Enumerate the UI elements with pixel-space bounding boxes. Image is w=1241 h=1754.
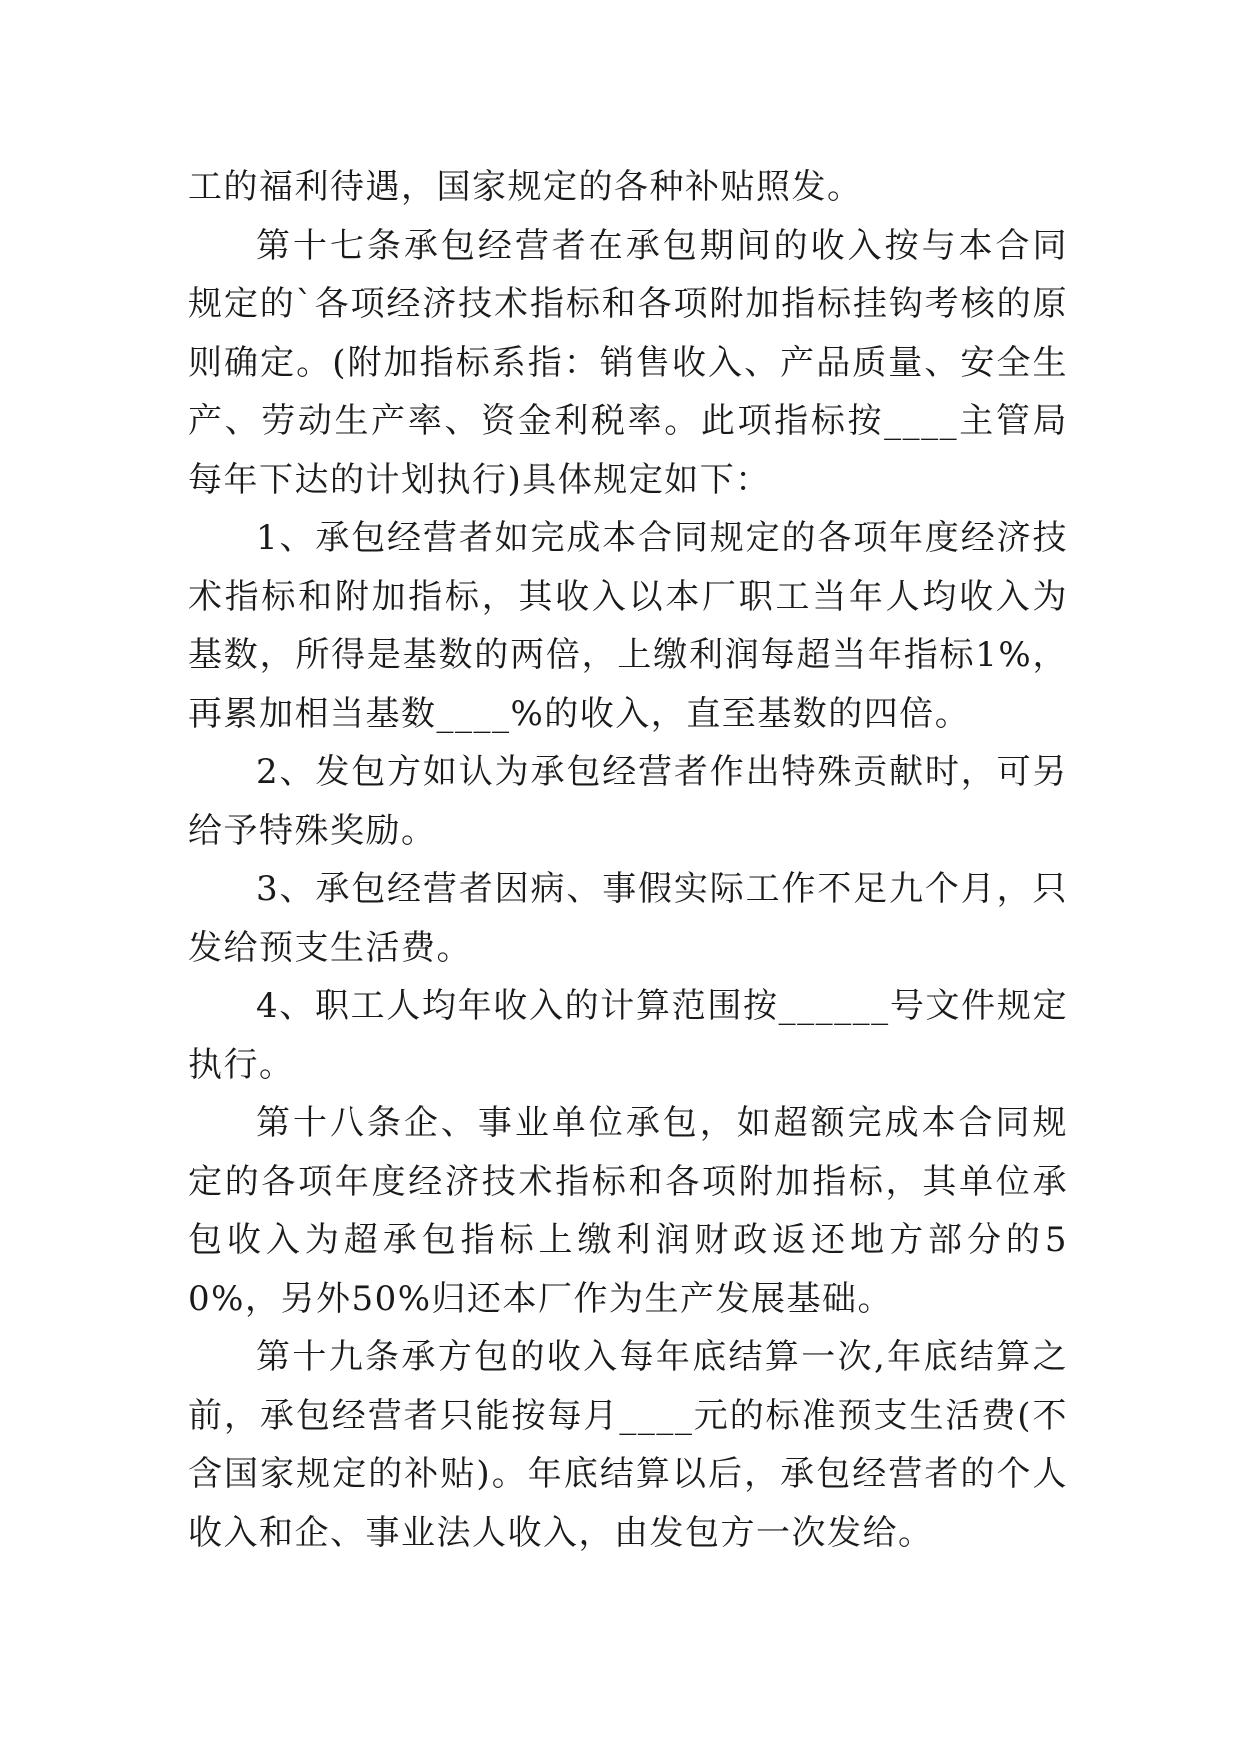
paragraph-article-17: 第十七条承包经营者在承包期间的收入按与本合同规定的`各项经济技术指标和各项附加指标挂钩考核的原则确定。(附加指标系指：销售收入、产品质量、安全生产、劳动生产率、资金利税率。此项指标按____主管局每年下达的计划执行)具体规定如下： [188, 225, 1068, 500]
paragraph-article-19: 第十九条承方包的收入每年底结算一次,年底结算之前，承包经营者只能按每月____元的标准预支生活费(不含国家规定的补贴)。年底结算以后，承包经营者的个人收入和企、事业法人收入，由发包方一次发给。 [188, 1337, 1068, 1553]
paragraph-item-2: 2、发包方如认为承包经营者作出特殊贡献时，可另给予特殊奖励。 [188, 752, 1068, 851]
document-body [188, 158, 1068, 1562]
paragraph-item-3: 3、承包经营者因病、事假实际工作不足九个月，只发给预支生活费。 [188, 869, 1068, 968]
paragraph-item-4: 4、职工人均年收入的计算范围按______号文件规定执行。 [188, 986, 1068, 1085]
paragraph-article-18: 第十八条企、事业单位承包，如超额完成本合同规定的各项年度经济技术指标和各项附加指标，其单位承包收入为超承包指标上缴利润财政返还地方部分的50%，另外50%归还本厂作为生产发展基础。 [188, 1103, 1068, 1319]
paragraph-welfare: 工的福利待遇，国家规定的各种补贴照发。 [188, 167, 863, 207]
paragraph-item-1: 1、承包经营者如完成本合同规定的各项年度经济技术指标和附加指标，其收入以本厂职工当年人均收入为基数，所得是基数的两倍，上缴利润每超当年指标1%，再累加相当基数____%的收入，直至基数的四倍。 [188, 518, 1068, 734]
